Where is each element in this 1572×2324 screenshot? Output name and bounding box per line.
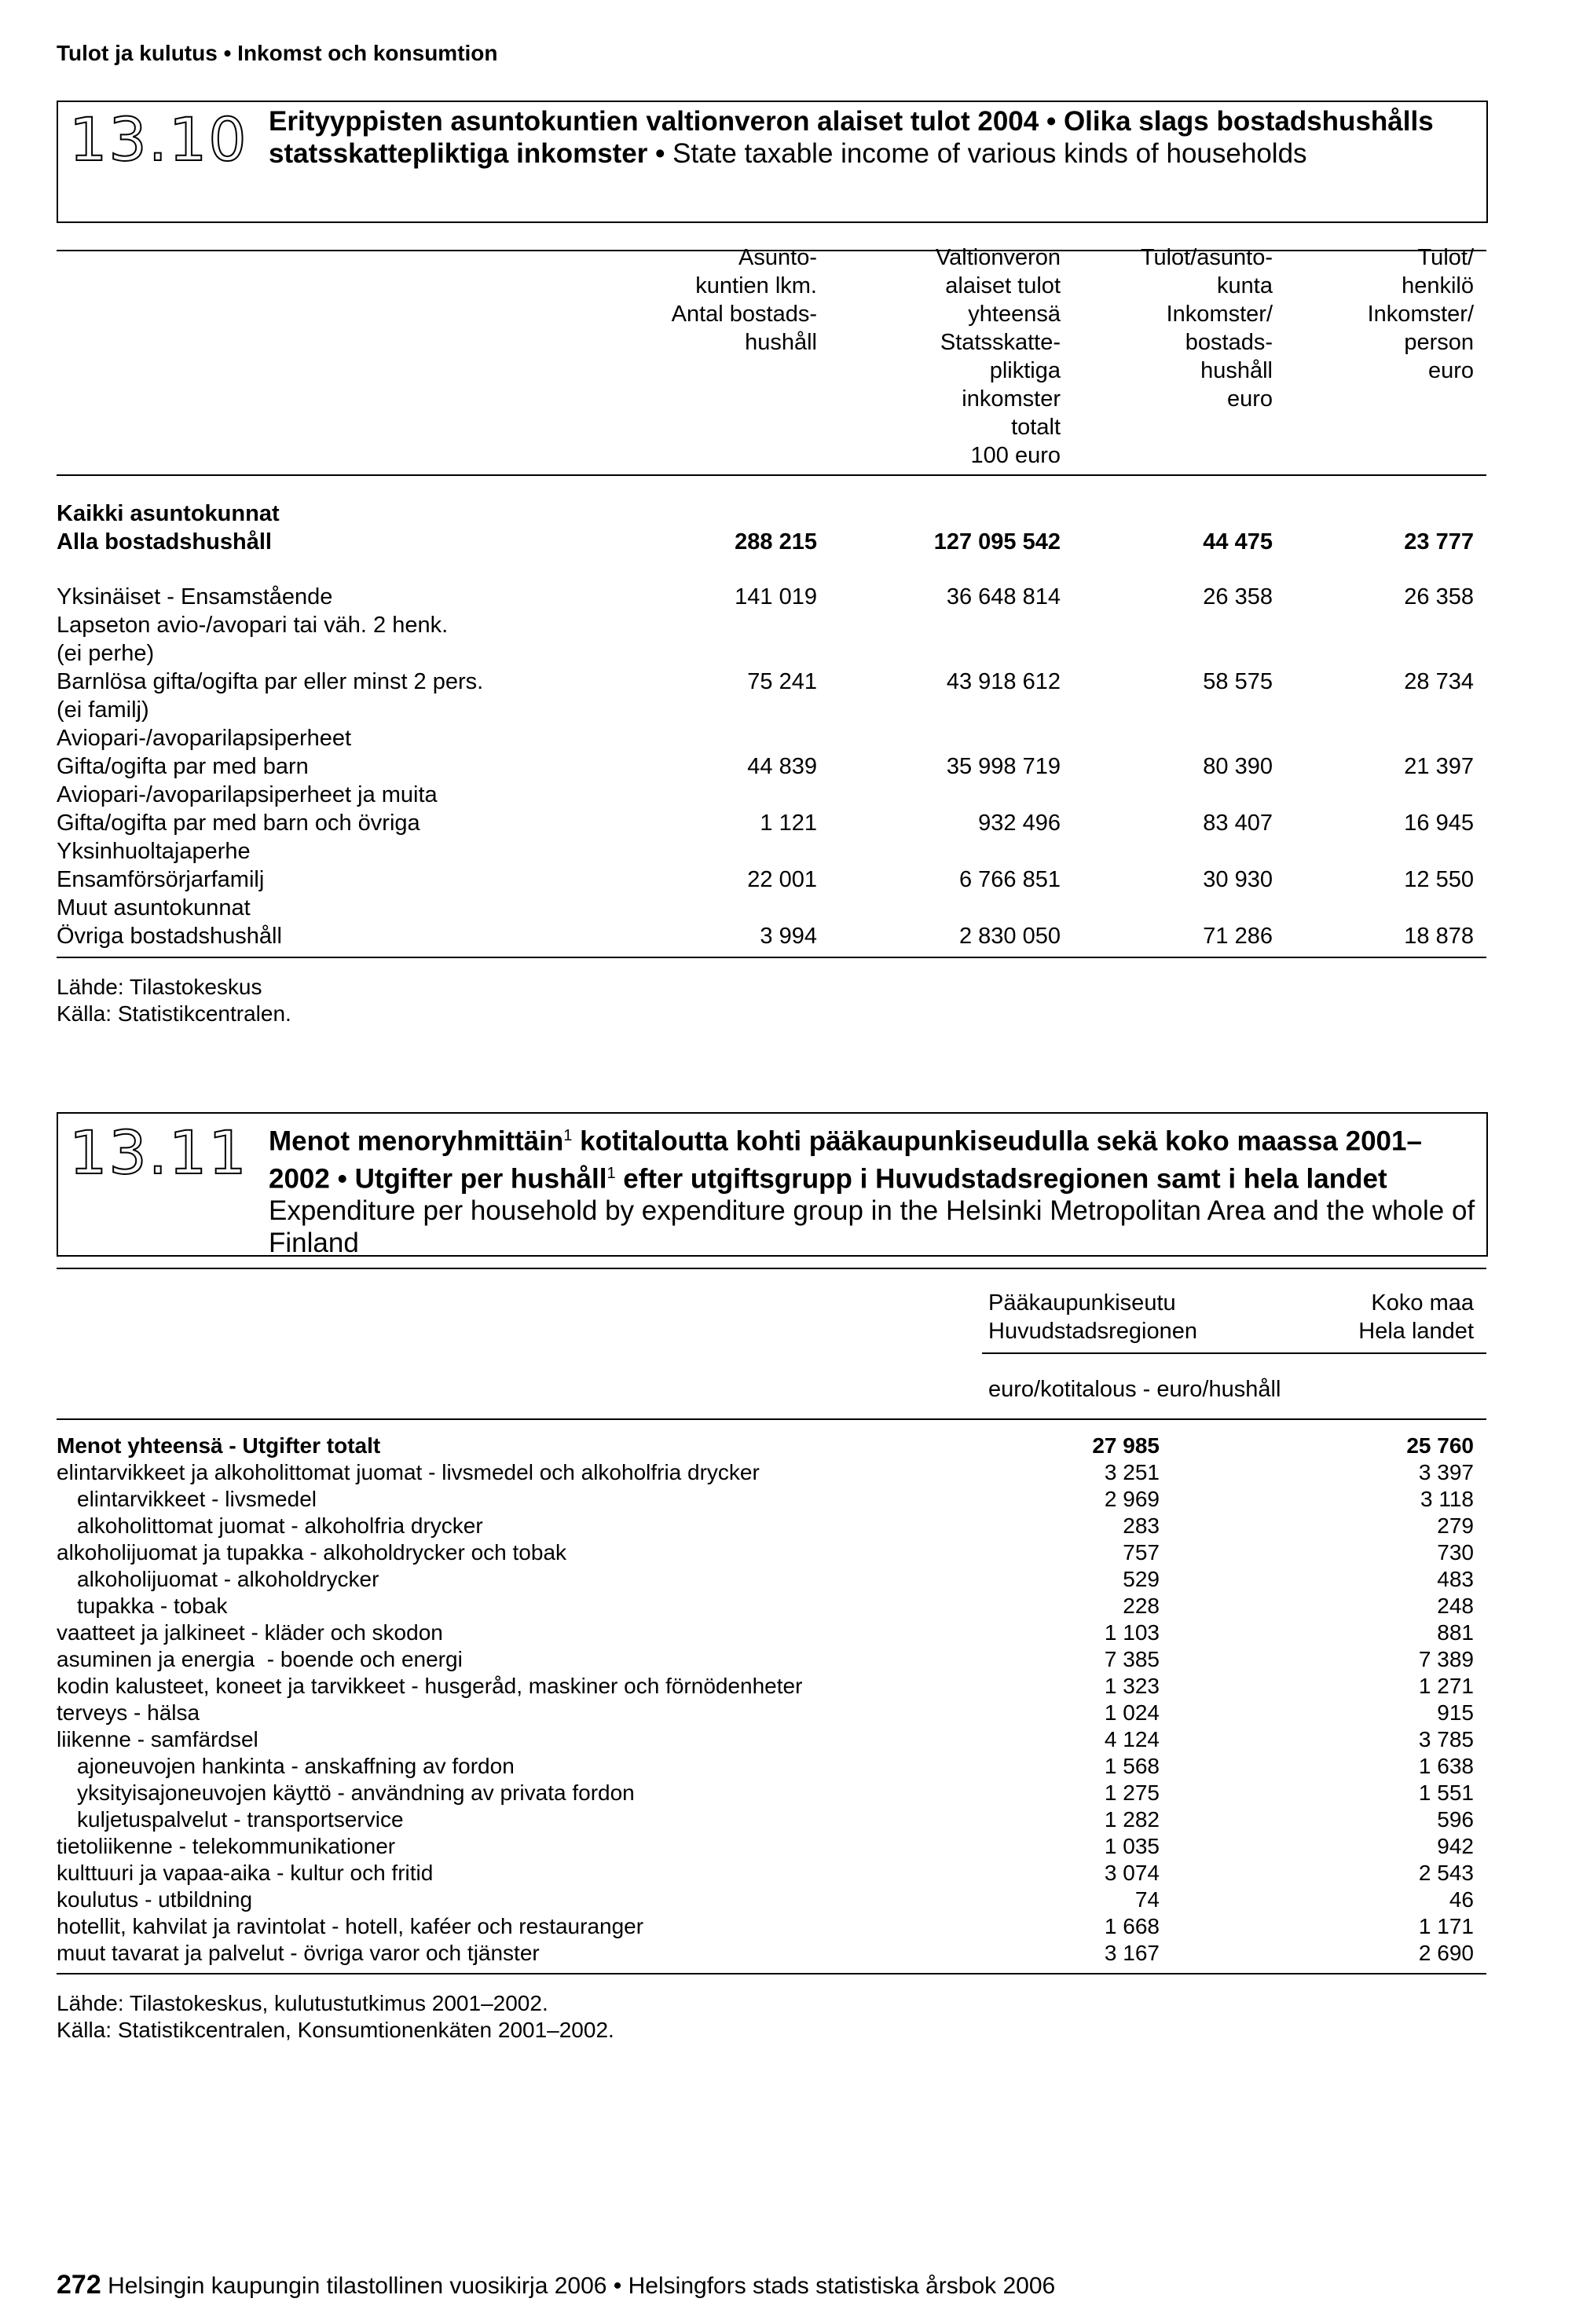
row-label-line: Gifta/ogifta par med barn — [57, 754, 309, 779]
expenditure-row-label: tietoliikenne - telekommunikationer — [57, 1834, 396, 1858]
expenditure-metro: 27 985 — [1092, 1433, 1160, 1458]
page-footer — [57, 2270, 1055, 2300]
expenditure-metro: 74 — [1134, 1887, 1160, 1912]
cell-income: 932 496 — [978, 811, 1061, 836]
expenditure-metro: 3 251 — [1104, 1460, 1160, 1484]
col-header-income-per-household: Tulot/asunto- kunta Inkomster/ bostads- hushåll euro — [1140, 245, 1273, 412]
row-label-line: Lapseton avio-/avopari tai väh. 2 henk. — [57, 613, 449, 638]
expenditure-row-label: yksityisajoneuvojen käyttö - användning av privata fordon — [77, 1781, 635, 1805]
expenditure-row-label: kodin kalusteet, koneet ja tarvikkeet - husgeråd, maskiner och förnödenheter — [57, 1674, 803, 1698]
cell-income-per-household: 80 390 — [1203, 754, 1273, 779]
cell-income-per-person: 28 734 — [1404, 669, 1474, 694]
expenditure-metro: 4 124 — [1104, 1727, 1160, 1751]
total-label-sv: Alla bostadshushåll — [57, 529, 272, 554]
table-title-bold-c: efter utgiftsgrupp i Huvudstadsregionen samt i hela landet — [615, 1163, 1387, 1195]
table-13-10-title-box — [57, 101, 1488, 223]
expenditure-whole: 942 — [1437, 1834, 1474, 1858]
cell-income: 36 648 814 — [946, 584, 1061, 609]
expenditure-whole: 279 — [1437, 1513, 1474, 1538]
table-title-bold-a: Menot menoryhmittäin — [269, 1125, 564, 1157]
cell-households: 3 994 — [760, 924, 817, 949]
cell-households: 141 019 — [735, 584, 817, 609]
footnote-mark: 1 — [606, 1164, 616, 1182]
header-bottom-rule — [57, 474, 1486, 476]
cell-income-per-person: 26 358 — [1404, 584, 1474, 609]
row-label-line: Aviopari-/avoparilapsiperheet ja muita — [57, 782, 438, 807]
header-top-rule — [57, 1268, 1486, 1269]
row-label-line: Muut asuntokunnat — [57, 895, 251, 920]
table-title-english: State taxable income of various kinds of households — [672, 138, 1307, 169]
total-label-fi: Kaikki asuntokunnat — [57, 501, 280, 526]
table-title — [269, 105, 1475, 170]
table-bottom-rule — [57, 1973, 1486, 1974]
expenditure-metro: 1 568 — [1104, 1754, 1160, 1778]
table-title-bold-b: kotitaloutta kohti pääkaupunkiseudulla sekä koko maassa 2001–2002 • Utgifter per hushåll — [269, 1125, 1422, 1195]
expenditure-whole: 730 — [1437, 1540, 1474, 1565]
expenditure-row-label: terveys - hälsa — [57, 1700, 200, 1725]
row-label-line: Ensamförsörjarfamilj — [57, 867, 265, 892]
expenditure-metro: 3 167 — [1104, 1941, 1160, 1965]
table-bottom-rule — [57, 957, 1486, 958]
row-label-line: Yksinhuoltajaperhe — [57, 839, 251, 864]
expenditure-metro: 228 — [1123, 1594, 1160, 1618]
expenditure-metro: 529 — [1123, 1567, 1160, 1591]
expenditure-metro: 7 385 — [1104, 1647, 1160, 1671]
expenditure-whole: 1 638 — [1418, 1754, 1474, 1778]
expenditure-whole: 2 690 — [1418, 1941, 1474, 1965]
table-title — [269, 1120, 1475, 1259]
total-households: 288 215 — [735, 529, 817, 554]
expenditure-metro: 1 668 — [1104, 1914, 1160, 1938]
col-header-income-per-person: Tulot/ henkilö Inkomster/ person euro — [1367, 245, 1474, 383]
expenditure-row-label: kulttuuri ja vapaa-aika - kultur och fritid — [57, 1861, 434, 1885]
expenditure-row-label: elintarvikkeet ja alkoholittomat juomat - livsmedel och alkoholfria drycker — [57, 1460, 760, 1484]
source-fi: Lähde: Tilastokeskus — [57, 975, 262, 999]
expenditure-row-label: elintarvikkeet - livsmedel — [77, 1487, 317, 1511]
col-header-whole-sv: Hela landet — [1358, 1319, 1474, 1344]
row-label-line: Barnlösa gifta/ogifta par eller minst 2 pers. — [57, 669, 484, 694]
expenditure-row-label: tupakka - tobak — [77, 1594, 228, 1618]
cell-income-per-household: 58 575 — [1203, 669, 1273, 694]
expenditure-row-label: kuljetuspalvelut - transportservice — [77, 1807, 404, 1832]
footer-text: Helsingin kaupungin tilastollinen vuosikirja 2006 • Helsingfors stads statistiska årsbok 2006 — [108, 2273, 1056, 2299]
unit-rule — [982, 1352, 1486, 1354]
expenditure-row-label: Menot yhteensä - Utgifter totalt — [57, 1433, 381, 1458]
expenditure-metro: 757 — [1123, 1540, 1160, 1565]
cell-households: 22 001 — [747, 867, 817, 892]
row-label-line: Övriga bostadshushåll — [57, 924, 282, 949]
expenditure-metro: 1 103 — [1104, 1620, 1160, 1645]
expenditure-row-label: alkoholittomat juomat - alkoholfria drycker — [77, 1513, 483, 1538]
header-bottom-rule — [57, 1418, 1486, 1420]
col-header-metro-sv: Huvudstadsregionen — [988, 1319, 1198, 1344]
page-number: 272 — [57, 2270, 101, 2300]
expenditure-whole: 483 — [1437, 1567, 1474, 1591]
table-title-english: Expenditure per household by expenditure group in the Helsinki Metropolitan Area and the whole of Finland — [269, 1195, 1475, 1259]
expenditure-whole: 881 — [1437, 1620, 1474, 1645]
expenditure-whole: 248 — [1437, 1594, 1474, 1618]
row-label-line: (ei familj) — [57, 697, 149, 723]
source-sv: Källa: Statistikcentralen. — [57, 1001, 291, 1026]
expenditure-whole: 1 551 — [1418, 1781, 1474, 1805]
running-head: Tulot ja kulutus • Inkomst och konsumtion — [57, 41, 498, 65]
expenditure-metro: 1 282 — [1104, 1807, 1160, 1832]
expenditure-whole: 1 171 — [1418, 1914, 1474, 1938]
row-label-line: (ei perhe) — [57, 641, 155, 666]
expenditure-whole: 596 — [1437, 1807, 1474, 1832]
cell-households: 44 839 — [747, 754, 817, 779]
cell-households: 1 121 — [760, 811, 817, 836]
cell-income-per-person: 12 550 — [1404, 867, 1474, 892]
expenditure-row-label: muut tavarat ja palvelut - övriga varor och tjänster — [57, 1941, 540, 1965]
expenditure-metro: 283 — [1123, 1513, 1160, 1538]
expenditure-row-label: ajoneuvojen hankinta - anskaffning av fordon — [77, 1754, 515, 1778]
row-label-line: Aviopari-/avoparilapsiperheet — [57, 726, 352, 751]
expenditure-row-label: alkoholijuomat - alkoholdrycker — [77, 1567, 379, 1591]
expenditure-metro: 1 024 — [1104, 1700, 1160, 1725]
expenditure-row-label: asuminen ja energia - boende och energi — [57, 1647, 463, 1671]
cell-income-per-household: 71 286 — [1203, 924, 1273, 949]
total-income: 127 095 542 — [933, 529, 1061, 554]
unit-label: euro/kotitalous - euro/hushåll — [988, 1377, 1281, 1402]
cell-income: 35 998 719 — [946, 754, 1061, 779]
cell-income: 43 918 612 — [946, 669, 1061, 694]
cell-income-per-household: 30 930 — [1203, 867, 1273, 892]
expenditure-whole: 2 543 — [1418, 1861, 1474, 1885]
expenditure-row-label: vaatteet ja jalkineet - kläder och skodon — [57, 1620, 443, 1645]
source-fi: Lähde: Tilastokeskus, kulutustutkimus 2001–2002. — [57, 1991, 548, 2015]
expenditure-whole: 3 118 — [1420, 1487, 1474, 1511]
expenditure-metro: 2 969 — [1104, 1487, 1160, 1511]
total-income-per-person: 23 777 — [1404, 529, 1474, 554]
cell-income-per-person: 21 397 — [1404, 754, 1474, 779]
cell-income-per-person: 18 878 — [1404, 924, 1474, 949]
expenditure-row-label: alkoholijuomat ja tupakka - alkoholdrycker och tobak — [57, 1540, 567, 1565]
source-sv: Källa: Statistikcentralen, Konsumtionenkäten 2001–2002. — [57, 2018, 614, 2042]
table-number: 13.11 — [69, 1118, 248, 1188]
expenditure-row-label: koulutus - utbildning — [57, 1887, 253, 1912]
expenditure-whole: 25 760 — [1406, 1433, 1474, 1458]
row-label-line: Yksinäiset - Ensamstående — [57, 584, 333, 609]
expenditure-whole: 46 — [1449, 1887, 1474, 1912]
cell-households: 75 241 — [747, 669, 817, 694]
table-13-11-title-box — [57, 1112, 1488, 1257]
cell-income-per-household: 26 358 — [1203, 584, 1273, 609]
col-header-households: Asunto- kuntien lkm. Antal bostads- hushåll — [671, 245, 817, 355]
expenditure-metro: 1 323 — [1104, 1674, 1160, 1698]
row-label-line: Gifta/ogifta par med barn och övriga — [57, 811, 420, 836]
expenditure-metro: 3 074 — [1104, 1861, 1160, 1885]
expenditure-row-label: hotellit, kahvilat ja ravintolat - hotell, kaféer och restauranger — [57, 1914, 644, 1938]
expenditure-whole: 7 389 — [1418, 1647, 1474, 1671]
expenditure-whole: 3 785 — [1418, 1727, 1474, 1751]
col-header-whole-fi: Koko maa — [1371, 1290, 1474, 1316]
expenditure-row-label: liikenne - samfärdsel — [57, 1727, 258, 1751]
footnote-mark: 1 — [563, 1127, 573, 1144]
expenditure-metro: 1 035 — [1104, 1834, 1160, 1858]
table-number: 13.10 — [69, 104, 248, 174]
expenditure-metro: 1 275 — [1104, 1781, 1160, 1805]
expenditure-whole: 1 271 — [1418, 1674, 1474, 1698]
cell-income-per-person: 16 945 — [1404, 811, 1474, 836]
expenditure-whole: 915 — [1437, 1700, 1474, 1725]
col-header-income-total: Valtionveron alaiset tulot yhteensä Statsskatte- pliktiga inkomster totalt 100 euro — [935, 245, 1061, 468]
table-title-bold: Erityyppisten asuntokuntien valtionveron alaiset tulot 2004 • Olika slags bostadshushålls statsskattepliktiga inkomster • — [269, 106, 1434, 169]
cell-income: 2 830 050 — [958, 924, 1061, 949]
cell-income-per-household: 83 407 — [1203, 811, 1273, 836]
cell-income: 6 766 851 — [958, 867, 1061, 892]
total-income-per-household: 44 475 — [1203, 529, 1273, 554]
col-header-metro-fi: Pääkaupunkiseutu — [988, 1290, 1176, 1316]
expenditure-whole: 3 397 — [1418, 1460, 1474, 1484]
